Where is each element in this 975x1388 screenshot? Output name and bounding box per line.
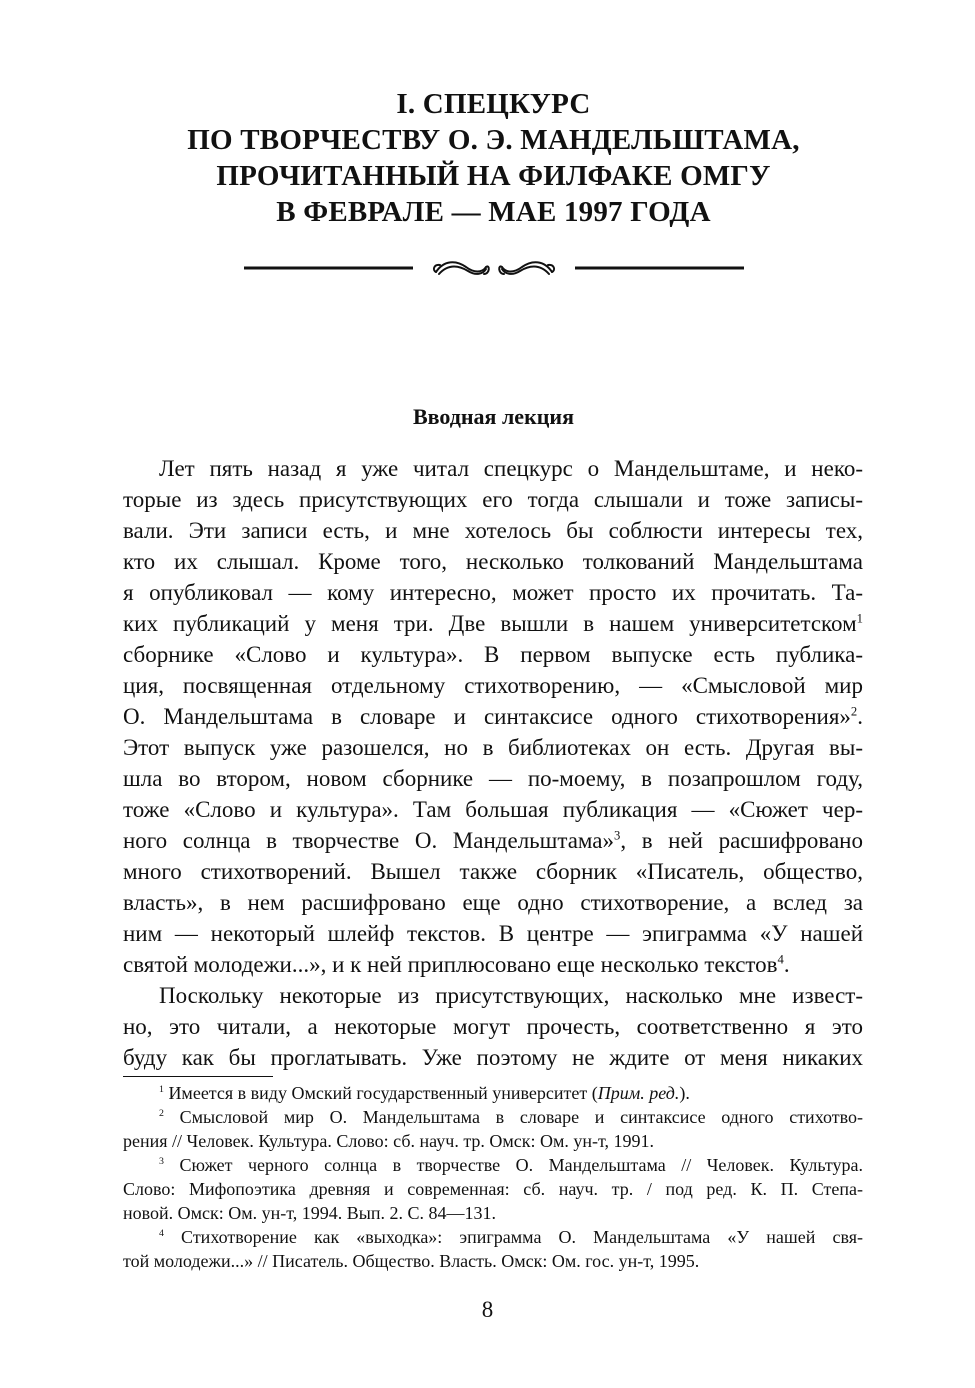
body-line: ких публикаций у меня три. Две вышли в нашем университетском$^1$ xyxy=(123,611,863,636)
body-text xyxy=(123,453,863,1073)
body-line: но, это читали, а некоторые могут прочесть, соответственно я это xyxy=(123,1014,863,1039)
body-line: много стихотворений. Вышел также сборник «Писатель, общество, xyxy=(123,859,863,884)
body-line: ним — некоторый шлейф текстов. В центре — эпиграмма «У нашей xyxy=(123,921,863,946)
footnote-marker: 2 xyxy=(850,704,858,719)
footnotes xyxy=(123,1081,863,1273)
body-line: Лет пять назад я уже читал спецкурс о Мандельштаме, и неко- xyxy=(159,456,863,481)
footnote-marker: 3 xyxy=(614,828,621,843)
chapter-title-line: ПРОЧИТАННЫЙ НА ФИЛФАКЕ ОМГУ xyxy=(216,160,771,192)
footnote-line: Слово: Мифопоэтика древняя и современная: сб. науч. тр. / под ред. К. П. Степа- xyxy=(123,1179,863,1199)
footnote-marker: 4 xyxy=(777,952,784,967)
footnote-number: 2 xyxy=(159,1108,164,1119)
footnote-line: той молодежи...» // Писатель. Общество. Власть. Омск: Ом. гос. ун-т, 1995. xyxy=(123,1251,700,1271)
body-line: буду как бы проглатывать. Уже поэтому не ждите от меня никаких xyxy=(123,1045,863,1070)
body-line: Поскольку некоторые из присутствующих, насколько мне извест- xyxy=(159,983,863,1008)
body-line: торые из здесь присутствующих его тогда слышали и тоже записы- xyxy=(123,487,863,512)
chapter-title-line: В ФЕВРАЛЕ — МАЕ 1997 ГОДА xyxy=(276,196,711,228)
chapter-title-line: I. СПЕЦКУРС xyxy=(396,88,591,120)
footnote-line: новой. Омск: Ом. ун-т, 1994. Вып. 2. С. 84—131. xyxy=(123,1203,497,1223)
footnote-line: $^3$ Сюжет черного солнца в творчестве О. Мандельштама // Человек. Культура. xyxy=(159,1155,864,1175)
body-line: власть», в нем расшифровано еще одно стихотворение, а вслед за xyxy=(123,890,863,915)
footnote-divider xyxy=(123,1076,273,1077)
body-line: шла во втором, новом сборнике — по-моему, в позапрошлом году, xyxy=(123,766,863,791)
body-line: ного солнца в творчестве О. Мандельштама»$^3$, в ней расшифровано xyxy=(123,828,863,853)
footnote-number: 4 xyxy=(159,1228,164,1239)
body-line: сборнике «Слово и культура». В первом выпуске есть публика- xyxy=(123,642,863,667)
footnote-line: рения // Человек. Культура. Слово: сб. науч. тр. Омск: Ом. ун-т, 1991. xyxy=(123,1131,655,1151)
body-line: я опубликовал — кому интересно, может просто их прочитать. Та- xyxy=(123,580,863,605)
body-line: тоже «Слово и культура». Там большая публикация — «Сюжет чер- xyxy=(123,797,863,822)
body-line: О. Мандельштама в словаре и синтаксисе одного стихотворения»$^2$. xyxy=(123,704,863,729)
section-heading: Вводная лекция xyxy=(412,404,574,429)
footnote-line: $^4$ Стихотворение как «выходка»: эпиграмма О. Мандельштама «У нашей свя- xyxy=(159,1227,863,1247)
chapter-title xyxy=(100,86,887,230)
flourish-icon xyxy=(434,262,554,274)
footnote-number: 3 xyxy=(159,1156,164,1167)
body-line: Этот выпуск уже разошелся, но в библиотеках он есть. Другая вы- xyxy=(123,735,863,760)
footnote-number: 1 xyxy=(159,1084,164,1095)
ornament-divider xyxy=(240,252,750,284)
chapter-title-line: ПО ТВОРЧЕСТВУ О. Э. МАНДЕЛЬШТАМА, xyxy=(187,124,800,156)
page-number: 8 xyxy=(481,1297,494,1322)
footnote-marker: 1 xyxy=(856,611,863,626)
body-line: святой молодежи...», и к ней приплюсовано еще несколько текстов$^4$. xyxy=(123,952,790,977)
body-line: вали. Эти записи есть, и мне хотелось бы соблюсти интересы тех, xyxy=(123,518,863,543)
body-line: кто их слышал. Кроме того, несколько толкований Мандельштама xyxy=(123,549,863,574)
footnote-line: $^2$ Смысловой мир О. Мандельштама в словаре и синтаксисе одного стихотво- xyxy=(159,1107,864,1127)
body-line: ция, посвященная отдельному стихотворению, — «Смысловой мир xyxy=(123,673,863,698)
footnote-line: $^1$ Имеется в виду Омский государственный университет (Прим. ред.). xyxy=(159,1083,690,1103)
